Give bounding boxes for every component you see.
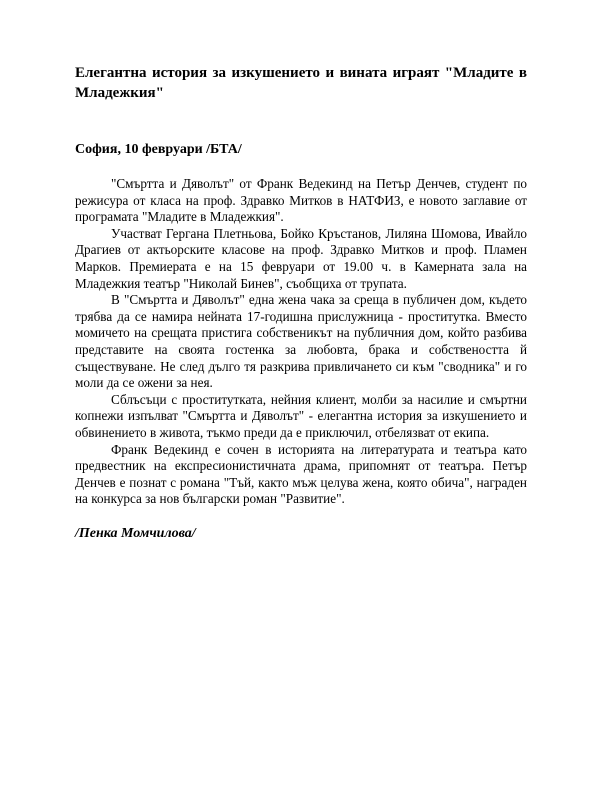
article-paragraph: Сблъсъци с проститутката, нейния клиент, молби за насилие и смъртни копнежи изпълват "Смъртта и Дяволът" - елегантна история за изкушението и обвинението в живота, тъкмо преди да е приключил, отбелязват от екипа. <box>75 391 527 440</box>
author-signature: /Пенка Момчилова/ <box>75 525 196 541</box>
document-page <box>75 63 527 543</box>
article-title: Елегантна история за изкушението и вината играят "Младите в Младежкия" <box>75 65 527 101</box>
article-body <box>75 176 527 508</box>
article-paragraph: Участват Гергана Плетньова, Бойко Кръстанов, Лиляна Шомова, Ивайло Драгиев от актьорските класове на проф. Здравко Митков и проф. Пламен Марков. Премиерата е на 15 февруари от 19.00 ч. в Камерната зала на Младежкия театър "Николай Бинев", съобщиха от трупата. <box>75 225 527 291</box>
article-paragraph: В "Смъртта и Дяволът" една жена чака за среща в публичен дом, където трябва да се намира нейната 17-годишна прислужница - проститутка. Вместо момичето на срещата пристига собственикът на публичния дом, който разбива представите на своята гостенка за любовта, брака и собствеността й съществуване. Не след дълго тя разкрива привличането си към "сводника" и го моли да се ожени за нея. <box>75 292 527 391</box>
article-paragraph: "Смъртта и Дяволът" от Франк Ведекинд на Петър Денчев, студент по режисура от класа на проф. Здравко Митков в НАТФИЗ, е новото заглавие от програмата "Младите в Младежкия". <box>75 176 527 225</box>
article-dateline: София, 10 февруари /БТА/ <box>75 142 242 157</box>
article-paragraph: Франк Ведекинд е сочен в историята на литературата и театъра като предвестник на експресионистичната драма, припомнят от театъра. Петър Денчев е познат с романа "Тъй, както мъж целува жена, която обича", награден на конкурса за нов български роман "Развитие". <box>75 441 527 507</box>
